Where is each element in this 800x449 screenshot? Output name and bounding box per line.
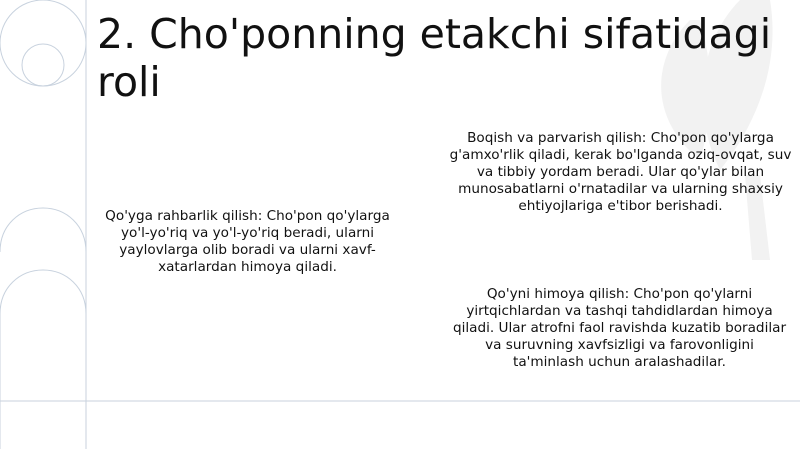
arch-outline-upper — [0, 208, 86, 252]
arch-outline-lower — [0, 270, 86, 449]
slide-title: 2. Cho'ponning etakchi sifatidagi roli — [97, 10, 772, 106]
small-circle-outline — [22, 44, 64, 86]
text-block-guidance: Qo'yga rahbarlik qilish: Cho'pon qo'ylarga yo'l-yo'riq va yo'l-yo'riq beradi, ularni yaylovlarga olib boradi va ularni xavf-xatarlardan himoya qiladi. — [105, 208, 390, 275]
text-block-care: Boqish va parvarish qilish: Cho'pon qo'ylarga g'amxo'rlik qiladi, kerak bo'lganda oziq-ovqat, suv va tibbiy yordam beradi. Ular qo'ylar bilan munosabatlarni o'rnatadilar va ularning shaxsiy ehtiyojlariga e'tibor berishadi. — [449, 130, 792, 214]
large-circle-outline — [0, 0, 86, 86]
text-block-protection: Qo'yni himoya qilish: Cho'pon qo'ylarni yirtqichlardan va tashqi tahdidlardan himoya qiladi. Ular atrofni faol ravishda kuzatib boradilar va suruvning xavfsizligi va farovonligini ta'minlash uchun aralashadilar. — [452, 286, 787, 370]
